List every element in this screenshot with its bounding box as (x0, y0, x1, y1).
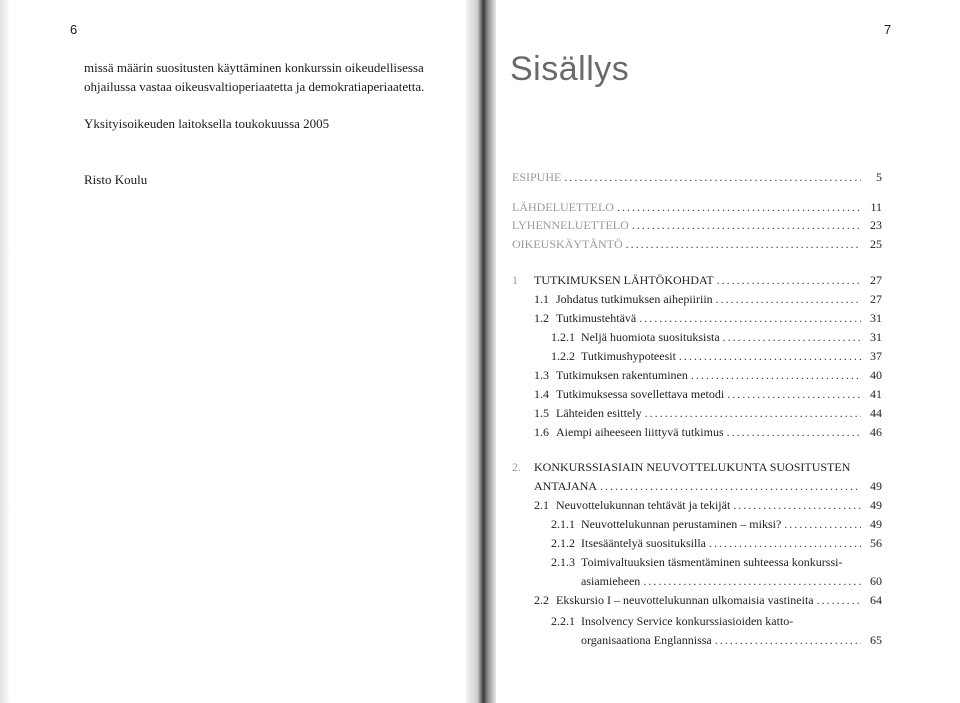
toc-entry-1-1[interactable] (534, 292, 882, 307)
toc-entry-number: 1.1 (534, 292, 549, 306)
toc-entry-page: 23 (870, 218, 882, 232)
toc-entry-page: 27 (870, 292, 882, 306)
toc-entry-label: Ekskursio I – neuvottelukunnan ulkomaisia vastineita (556, 593, 814, 607)
left-page-number: 6 (70, 22, 78, 37)
toc-entry-page: 5 (876, 170, 882, 184)
toc-entry-2-1[interactable] (534, 498, 882, 513)
toc-entry-page: 40 (870, 368, 882, 382)
toc-entry-label-continued: organisaationa Englannissa (581, 633, 712, 647)
toc-entry-number: 1.5 (534, 406, 549, 420)
toc-entry-oikeuskaytanto[interactable] (512, 237, 882, 252)
toc-entry-label: Tutkimuksessa sovellettava metodi (556, 387, 725, 401)
leader-dots (639, 311, 861, 326)
toc-entry-label: LÄHDELUETTELO (512, 200, 614, 214)
toc-entry-2-1-2[interactable] (551, 536, 882, 551)
leader-dots (691, 368, 861, 383)
leader-dots (784, 517, 861, 532)
leader-dots (715, 633, 861, 648)
leader-dots (617, 200, 861, 215)
leader-dots (733, 498, 861, 513)
toc-entry-label: Neuvottelukunnan tehtävät ja tekijät (556, 498, 731, 512)
toc-entry-label: Johdatus tutkimuksen aihepiiriin (556, 292, 713, 306)
toc-entry-label: Itsesääntelyä suosituksilla (581, 536, 706, 550)
toc-entry-page: 46 (870, 425, 882, 439)
toc-entry-number: 1.2.2 (551, 349, 575, 363)
toc-entry-label: Tutkimushypoteesit (581, 349, 676, 363)
toc-entry-label: Tutkimustehtävä (556, 311, 637, 325)
toc-entry-2-1-3-line1[interactable] (551, 555, 842, 570)
toc-entry-label: Toimivaltuuksien täsmentäminen suhteessa konkurssi- (581, 555, 843, 569)
toc-entry-number: 1 (512, 273, 518, 287)
toc-entry-label: Aiempi aiheeseen liittyvä tutkimus (556, 425, 724, 439)
leader-dots (679, 349, 861, 364)
leader-dots (817, 593, 861, 608)
toc-entry-label: Neljä huomiota suosituksista (581, 330, 720, 344)
toc-entry-label: Insolvency Service konkurssiasioiden katto- (581, 614, 794, 628)
toc-entry-chapter-2[interactable] (534, 479, 882, 494)
toc-entry-page: 49 (870, 517, 882, 531)
leader-dots (709, 536, 861, 551)
toc-entry-esipuhe[interactable] (512, 170, 882, 185)
leader-dots (600, 479, 861, 494)
toc-entry-page: 64 (870, 593, 882, 607)
toc-entry-page: 49 (870, 479, 882, 493)
toc-entry-2-2-1-line1[interactable] (551, 614, 793, 629)
toc-entry-label: KONKURSSIASIAIN NEUVOTTELUKUNTA SUOSITUSTEN (534, 460, 851, 474)
toc-entry-page: 44 (870, 406, 882, 420)
toc-entry-page: 60 (870, 574, 882, 588)
toc-entry-label: TUTKIMUKSEN LÄHTÖKOHDAT (534, 273, 714, 287)
leader-dots (727, 387, 861, 402)
toc-entry-number: 1.2.1 (551, 330, 575, 344)
leader-dots (564, 170, 861, 185)
leader-dots (626, 237, 861, 252)
toc-entry-1-6[interactable] (534, 425, 882, 440)
toc-entry-lahdeluettelo[interactable] (512, 200, 882, 215)
author-signature: Risto Koulu (84, 172, 148, 187)
toc-entry-page: 25 (870, 237, 882, 251)
closing-paragraph: missä määrin suositusten käyttäminen konkurssin oikeudellisessa ohjailussa vastaa oikeusvaltioperiaatetta ja demokratiaperiaatetta. (84, 60, 425, 94)
toc-entry-number: 2.1 (534, 498, 549, 512)
toc-entry-1-2[interactable] (534, 311, 882, 326)
toc-entry-2-2-1[interactable] (581, 633, 882, 648)
leader-dots (727, 425, 861, 440)
toc-entry-label: ESIPUHE (512, 170, 562, 184)
toc-entry-2-2[interactable] (534, 593, 882, 608)
toc-entry-1-2-1[interactable] (551, 330, 882, 345)
right-page-number: 7 (884, 22, 892, 37)
toc-entry-1-5[interactable] (534, 406, 882, 421)
toc-entry-label: Neuvottelukunnan perustaminen – miksi? (581, 517, 782, 531)
toc-entry-page: 37 (870, 349, 882, 363)
toc-entry-number: 2.2 (534, 593, 549, 607)
toc-entry-page: 11 (870, 200, 882, 214)
toc-entry-lyhenneluettelo[interactable] (512, 218, 882, 233)
place-and-date: Yksityisoikeuden laitoksella toukokuussa 2005 (84, 116, 330, 131)
toc-entry-label-continued: asiamieheen (581, 574, 641, 588)
leader-dots (643, 574, 861, 589)
toc-entry-1-2-2[interactable] (551, 349, 882, 364)
toc-entry-number: 1.2 (534, 311, 549, 325)
toc-entry-label: LYHENNELUETTELO (512, 218, 629, 232)
toc-entry-page: 31 (870, 311, 882, 325)
toc-title: Sisällys (510, 50, 630, 88)
toc-entry-label: Lähteiden esittely (556, 406, 642, 420)
toc-entry-chapter-1[interactable] (512, 273, 882, 288)
toc-entry-2-1-3[interactable] (581, 574, 882, 589)
toc-entry-page: 56 (870, 536, 882, 550)
toc-entry-2-1-1[interactable] (551, 517, 882, 532)
toc-entry-label: Tutkimuksen rakentuminen (556, 368, 688, 382)
toc-entry-page: 27 (870, 273, 882, 287)
toc-entry-page: 41 (870, 387, 882, 401)
toc-entry-number: 2.2.1 (551, 614, 575, 628)
toc-entry-page: 49 (870, 498, 882, 512)
toc-entry-number: 2. (512, 460, 521, 474)
leader-dots (632, 218, 861, 233)
toc-entry-number: 1.3 (534, 368, 549, 382)
leader-dots (716, 292, 861, 307)
toc-entry-number: 1.4 (534, 387, 549, 401)
toc-entry-page: 65 (870, 633, 882, 647)
toc-entry-1-4[interactable] (534, 387, 882, 402)
toc-entry-number: 2.1.1 (551, 517, 575, 531)
leader-dots (717, 273, 861, 288)
toc-entry-label: OIKEUSKÄYTÄNTÖ (512, 237, 623, 251)
toc-entry-chapter-2-line1[interactable] (512, 460, 850, 475)
toc-entry-1-3[interactable] (534, 368, 882, 383)
toc-entry-page: 31 (870, 330, 882, 344)
leader-dots (645, 406, 861, 421)
toc-entry-label-continued: ANTAJANA (534, 479, 598, 493)
leader-dots (723, 330, 861, 345)
toc-entry-number: 2.1.3 (551, 555, 575, 569)
toc-entry-number: 1.6 (534, 425, 549, 439)
toc-entry-number: 2.1.2 (551, 536, 575, 550)
